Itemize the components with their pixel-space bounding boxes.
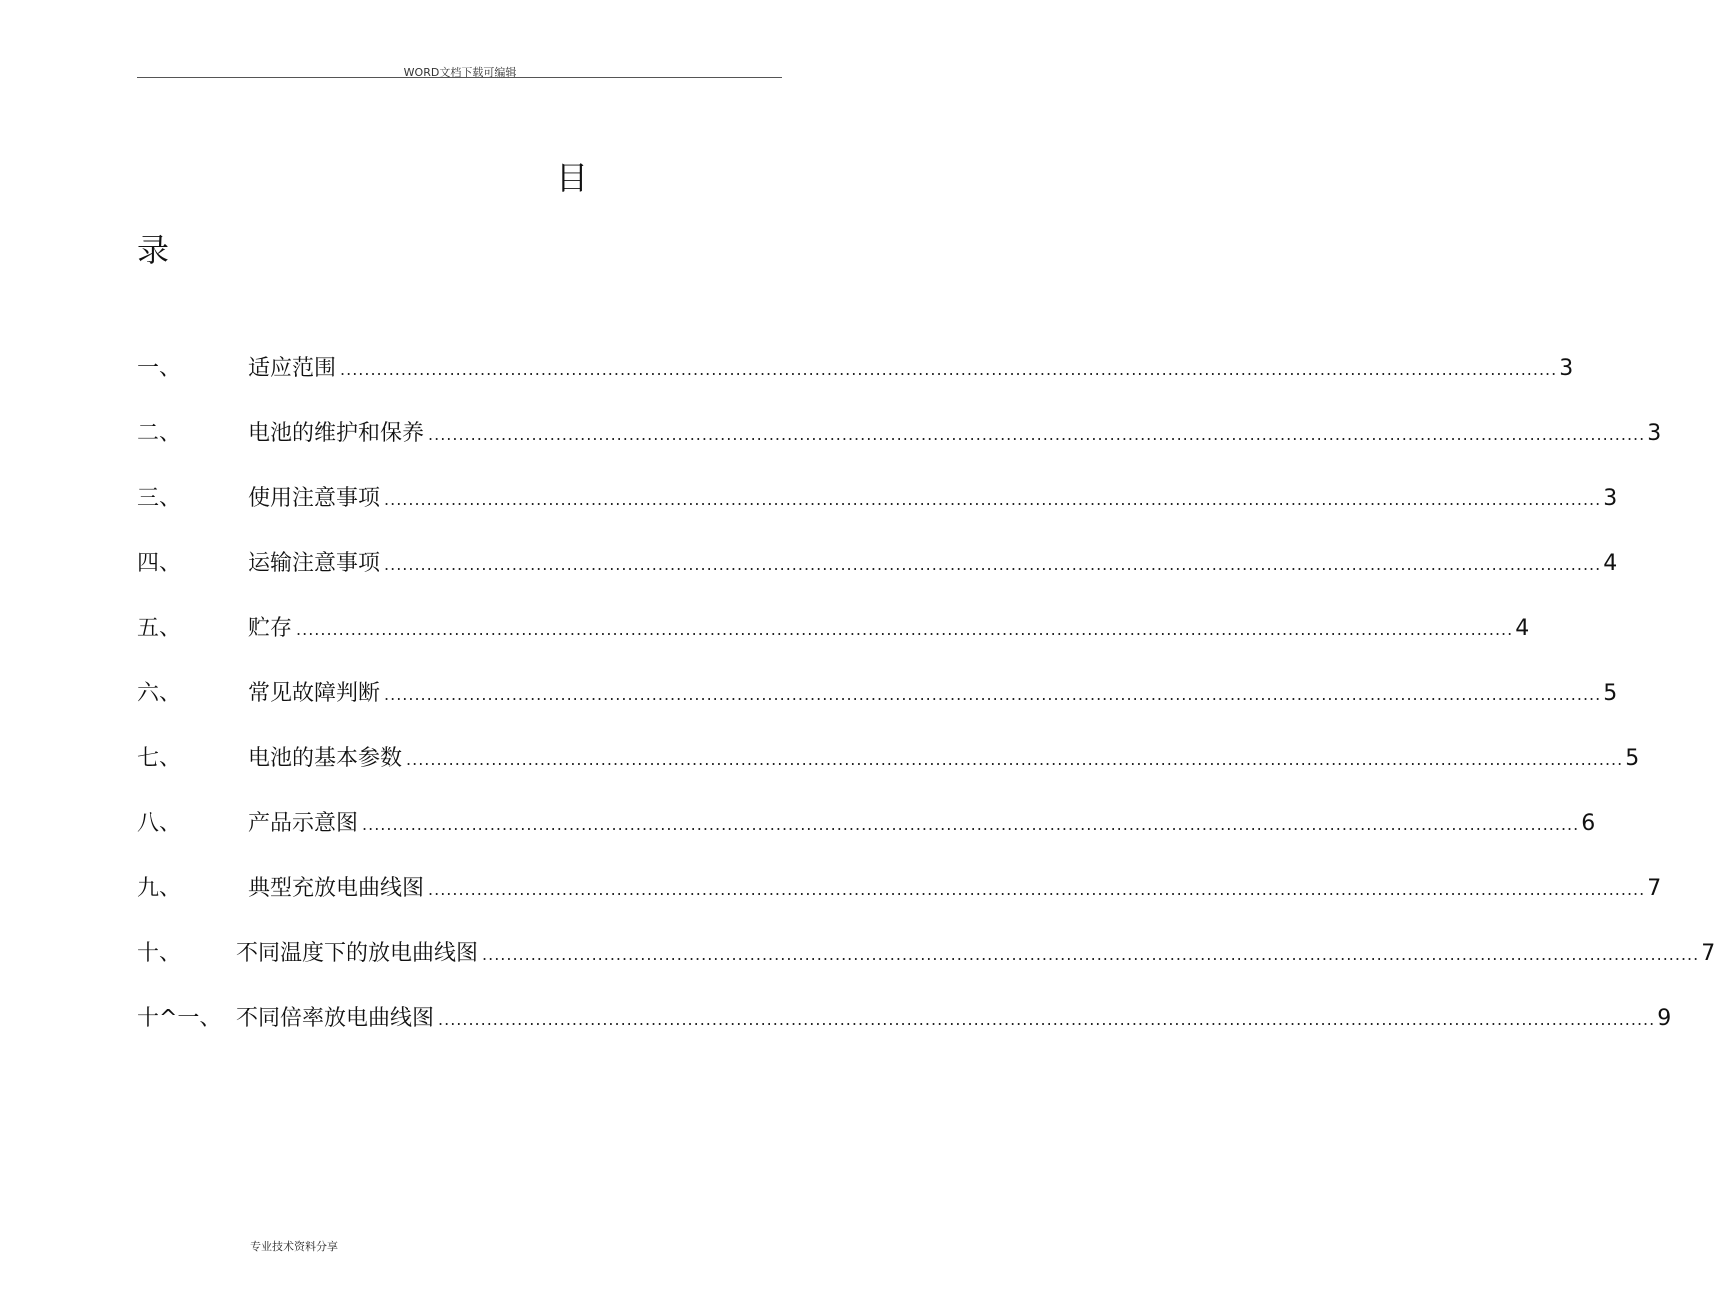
toc-entry[interactable] [137, 741, 1640, 777]
toc-entry-number: 十^一、 [137, 1006, 222, 1031]
toc-entry-label[interactable]: 电池的基本参数 [248, 746, 403, 771]
toc-entry-label[interactable]: 电池的维护和保养 [248, 421, 425, 446]
toc-entry-page[interactable]: 3 [1603, 486, 1618, 511]
toc-entry-number: 六、 [137, 681, 182, 706]
toc-leader-dots: ........................................................................................................................................................................................................ [428, 880, 1646, 899]
toc-entry-page[interactable]: 4 [1603, 551, 1618, 576]
toc-entry-label[interactable]: 贮存 [248, 616, 293, 641]
toc-entry[interactable] [137, 351, 1574, 387]
toc-title-second-char: 录 [137, 231, 170, 269]
toc-entry[interactable] [137, 611, 1530, 647]
toc-leader-dots: ........................................................................................................................................................................................................ [482, 945, 1700, 964]
toc-entry-page[interactable]: 4 [1515, 616, 1530, 641]
toc-entry-page[interactable]: 6 [1581, 811, 1596, 836]
toc-leader-dots: ........................................................................................................................................................................................................ [340, 360, 1558, 379]
toc-entry-page[interactable]: 5 [1603, 681, 1618, 706]
toc-entry-number: 二、 [137, 421, 182, 446]
toc-leader-dots: ........................................................................................................................................................................................................ [384, 490, 1602, 509]
toc-leader-dots: ........................................................................................................................................................................................................ [384, 555, 1602, 574]
toc-entry-number: 七、 [137, 746, 182, 771]
toc-entry-number: 九、 [137, 876, 182, 901]
toc-entry-page[interactable]: 3 [1559, 356, 1574, 381]
toc-entry-label[interactable]: 典型充放电曲线图 [248, 876, 425, 901]
toc-entry-number: 五、 [137, 616, 182, 641]
toc-entry[interactable] [137, 676, 1618, 712]
toc-entry-label[interactable]: 不同温度下的放电曲线图 [236, 941, 479, 966]
toc-entry[interactable] [137, 871, 1662, 907]
toc-entry-number: 十、 [137, 941, 182, 966]
toc-entry-number: 四、 [137, 551, 182, 576]
toc-entry[interactable] [137, 936, 1715, 972]
page-footer: 专业技术资料分享 [250, 1240, 338, 1253]
toc-entry-number: 三、 [137, 486, 182, 511]
page-header: WORD文档下载可编辑 [403, 66, 517, 79]
toc-entry-number: 八、 [137, 811, 182, 836]
toc-entry[interactable] [137, 546, 1618, 582]
toc-entry-page[interactable]: 9 [1657, 1006, 1672, 1031]
toc-entry[interactable] [137, 806, 1596, 842]
toc-leader-dots: ........................................................................................................................................................................................................ [362, 815, 1580, 834]
toc-leader-dots: ........................................................................................................................................................................................................ [406, 750, 1624, 769]
toc-title-first-char: 目 [556, 159, 589, 197]
toc-entry-label[interactable]: 常见故障判断 [248, 681, 381, 706]
toc-entry[interactable] [137, 1001, 1672, 1037]
toc-leader-dots: ........................................................................................................................................................................................................ [428, 425, 1646, 444]
toc-entry-label[interactable]: 使用注意事项 [248, 486, 381, 511]
toc-entry-page[interactable]: 3 [1647, 421, 1662, 446]
toc-entry-label[interactable]: 不同倍率放电曲线图 [236, 1006, 435, 1031]
toc-entry-page[interactable]: 5 [1625, 746, 1640, 771]
toc-entry-number: 一、 [137, 356, 182, 381]
toc-entry-label[interactable]: 运输注意事项 [248, 551, 381, 576]
toc-leader-dots: ........................................................................................................................................................................................................ [296, 620, 1514, 639]
toc-entry-page[interactable]: 7 [1701, 941, 1715, 966]
toc-entry[interactable] [137, 416, 1662, 452]
toc-leader-dots: ........................................................................................................................................................................................................ [438, 1010, 1656, 1029]
toc-entry-label[interactable]: 适应范围 [248, 356, 337, 381]
toc-entry-label[interactable]: 产品示意图 [248, 811, 359, 836]
toc-entry[interactable] [137, 481, 1618, 517]
toc-entry-page[interactable]: 7 [1647, 876, 1662, 901]
toc-leader-dots: ........................................................................................................................................................................................................ [384, 685, 1602, 704]
